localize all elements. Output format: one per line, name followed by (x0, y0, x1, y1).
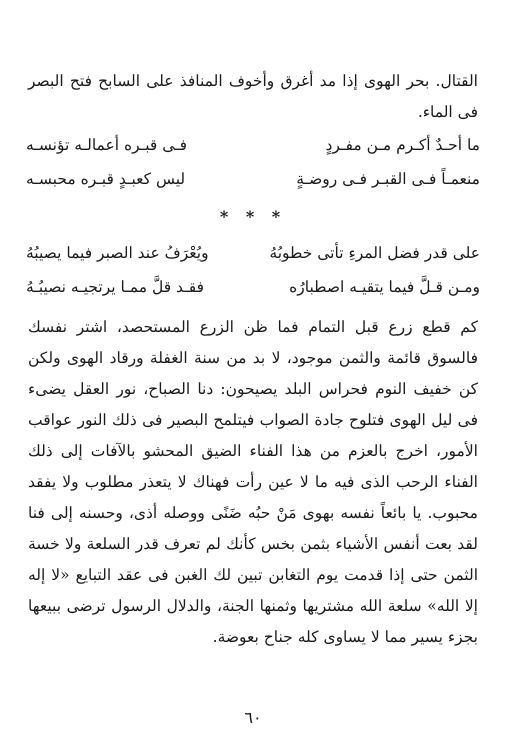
verse-hemistich-second: فقـد قلَّ ممـا يرتجيـه نصيبُـهُ (26, 278, 204, 296)
section-separator: * * * (219, 207, 287, 226)
verse-block-1 (26, 128, 480, 196)
verse-line-1 (26, 128, 480, 162)
verse-hemistich-first: ومـن قـلَّ فيما يتقيـه اصطبارُه (289, 278, 480, 296)
verse-block-2 (26, 236, 480, 304)
verse-hemistich-first: ما أحـدٌ أكـرم مـن مفـردٍ (325, 136, 480, 154)
verse-line-4 (26, 270, 480, 304)
page-number: ٦٠ (244, 708, 262, 727)
intro-text: القتال. بحر الهوى إذا مد أغرق وأخوف المنافذ على السابح فتح البصر فى الماء. (28, 72, 478, 121)
main-text: كم قطع زرع قبل التمام فما ظن الزرع المستحصد، اشتر نفسك فالسوق قائمة والثمن موجود، لا بد من سنة الغفلة ورقاد الهوى ولكن كن خفيف النوم فحراس البلد يصيحون: دنا الصباح، نور العقل يضىء فى ليل الهوى فتلوح جادة الصواب فيتلمح البصير فى ذلك النور عواقب الأمور، اخرج بالعزم من هذا الفناء الضيق المحشو بالآفات إلى ذلك الفناء الرحب الذى فيه ما لا عين رأت فهناك لا يتعذر مطلوب ولا يفقد محبوب. يا بائعاً نفسه بهوى مَنْ حبُه ضَنًى ووصله أذى، وحسنه إلى فنا لقد بعت أنفس الأشياء بثمن بخس كأنك لم تعرف قدر السلعة ولا خسة الثمن حتى إذا قدمت يوم التغابن تبين لك الغبن فى عقد التبايع «لا إله إلا الله» سلعة الله مشتريها وثمنها الجنة، والدلال الرسول ترضى ببيعها بجزء يسير مما لا يساوى كله جناح بعوضة. (28, 318, 478, 646)
main-paragraph (28, 312, 478, 653)
verse-hemistich-first: منعمـاً فـى القبـر فـى روضـةٍ (296, 170, 480, 188)
verse-hemistich-second: ليس كعبـدٍ قبـره محبسـه (26, 170, 186, 188)
verse-hemistich-first: على قدر فضل المرءِ تأتى خطوبُهُ (269, 244, 480, 262)
verse-line-3 (26, 236, 480, 270)
verse-line-2 (26, 162, 480, 196)
intro-paragraph (28, 66, 478, 128)
verse-hemistich-second: فـى قبـره أعمالـه تؤنسـه (26, 136, 188, 154)
verse-hemistich-second: ويُعْرَفُ عند الصبر فيما يصيبُهُ (26, 244, 209, 262)
